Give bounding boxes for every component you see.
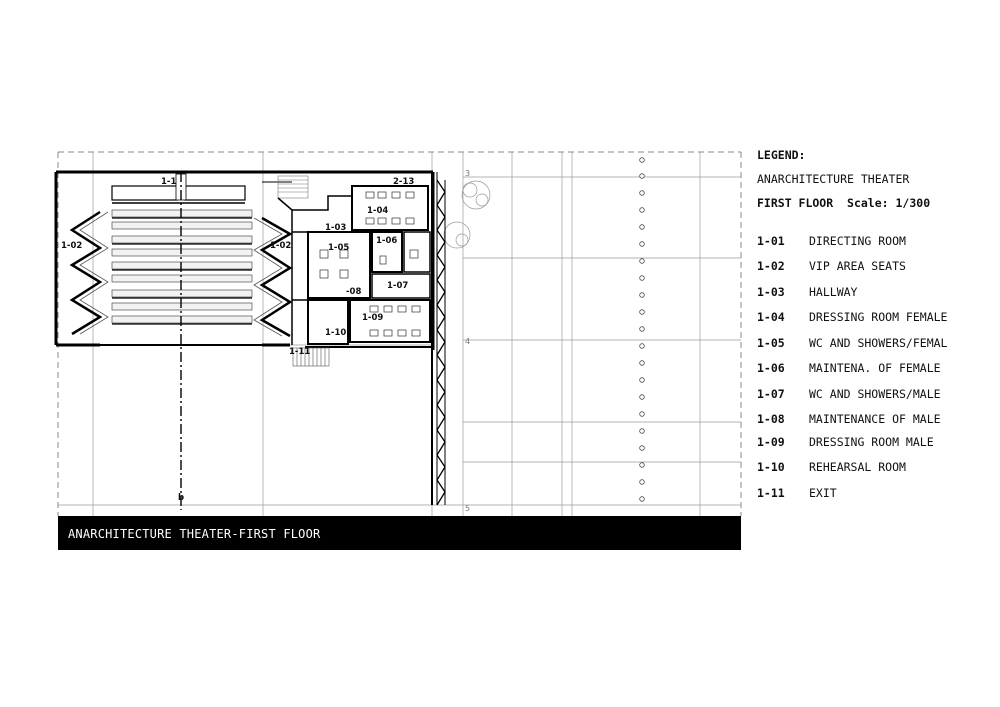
legend-item: 1-09 DRESSING ROOM MALE <box>757 435 934 449</box>
seat-rows <box>112 210 252 323</box>
tree-symbols <box>444 181 490 248</box>
grid-label-3: 3 <box>465 169 471 178</box>
label-1-03: 1-03 <box>325 223 347 233</box>
grid-label-4: 4 <box>465 337 471 346</box>
legend-floor: FIRST FLOOR <box>757 196 834 210</box>
label-1-06: 1-06 <box>376 236 398 246</box>
truss-zigzag <box>437 180 445 505</box>
label-1-07: 1-07 <box>387 281 409 291</box>
legend-item: 1-05 WC AND SHOWERS/FEMAL <box>757 336 948 350</box>
legend-heading: LEGEND: <box>757 148 806 162</box>
legend-scale: Scale: 1/300 <box>847 196 931 210</box>
label-1-04: 1-04 <box>367 206 389 216</box>
legend-item: 1-08 MAINTENANCE OF MALE <box>757 412 941 426</box>
label-1-02-right: 1-02 <box>270 241 292 251</box>
legend-item: 1-04 DRESSING ROOM FEMALE <box>757 310 948 324</box>
drawing-title: ANARCHITECTURE THEATER-FIRST FLOOR <box>68 527 321 541</box>
label-1-09: 1-09 <box>362 313 384 323</box>
legend-item: 1-11 EXIT <box>757 486 837 500</box>
legend-item: 1-10 REHEARSAL ROOM <box>757 460 906 474</box>
legend-item: 1-07 WC AND SHOWERS/MALE <box>757 387 941 401</box>
label-1-10: 1-10 <box>325 328 347 338</box>
column-markers <box>640 158 645 502</box>
grid-label-5: 5 <box>465 504 471 513</box>
legend-item: 1-01 DIRECTING ROOM <box>757 234 906 248</box>
legend-floor-scale <box>757 196 930 210</box>
label-1-02-left: 1-02 <box>61 241 83 251</box>
label-1-05: 1-05 <box>328 243 350 253</box>
stairs-top <box>278 176 352 210</box>
label-1-08: -08 <box>346 287 362 297</box>
auditorium <box>72 174 292 345</box>
legend-project: ANARCHITECTURE THEATER <box>757 172 910 186</box>
label-1-1: 1-1 <box>161 177 177 187</box>
label-axis-b: b <box>178 493 185 503</box>
legend-item: 1-06 MAINTENA. OF FEMALE <box>757 361 941 375</box>
label-1-11: 1-11 <box>289 347 311 357</box>
legend-item: 1-03 HALLWAY <box>757 285 858 299</box>
legend-item: 1-02 VIP AREA SEATS <box>757 259 906 273</box>
drawing-title-bar <box>58 516 741 550</box>
label-2-13: 2-13 <box>393 177 415 187</box>
